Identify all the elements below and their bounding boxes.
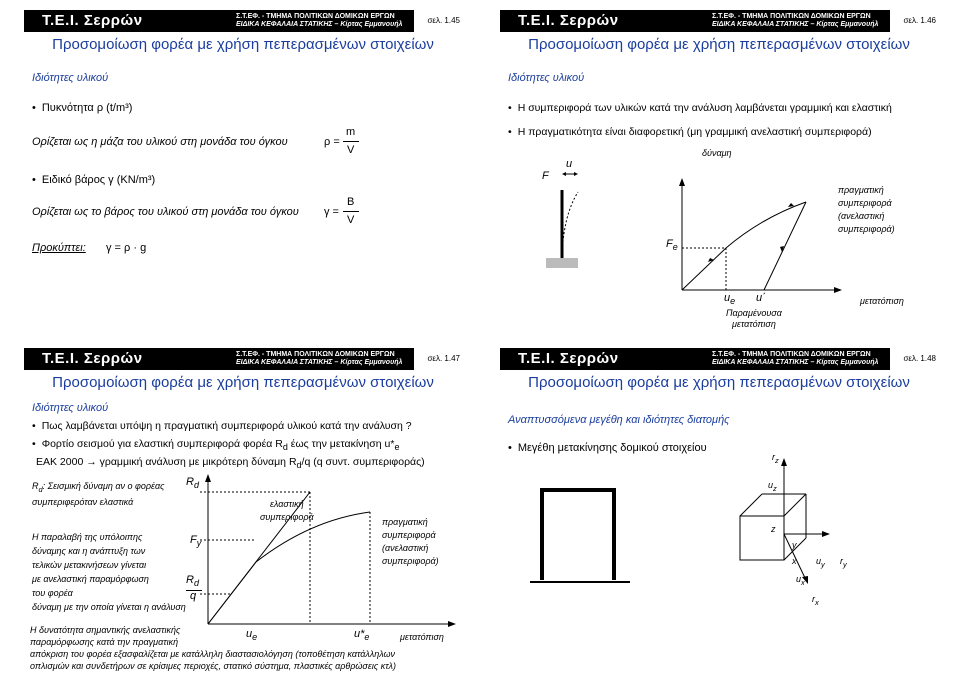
fraction-bar <box>343 211 359 212</box>
tei-logo: Τ.Ε.Ι. Σερρών <box>518 350 619 367</box>
page-number: σελ. 1.45 <box>414 10 462 32</box>
ry-label: $r_y$ <box>840 556 847 569</box>
slide-1-45 <box>10 6 476 338</box>
displacement-axis-label: μετατόπιση <box>860 296 904 306</box>
bullet-nonlinear: • Η πραγματικότητα είναι διαφορετική (μη γραμμική ανελαστική συμπεριφορά) <box>508 126 872 138</box>
unit-weight-num: B <box>347 196 355 208</box>
ue-label: $u_e$ <box>724 292 736 307</box>
fy-label: $F_y$ <box>190 534 202 549</box>
unit-weight-definition: Ορίζεται ως το βάρος του υλικού στη μονάδα του όγκου <box>32 206 299 218</box>
slide-title: Προσομοίωση φορέα με χρήση πεπερασμένων στοιχείων <box>528 36 910 53</box>
force-axis-label: δύναμη <box>702 148 732 158</box>
rz-label: $r_z$ <box>772 452 779 465</box>
slide-title: Προσομοίωση φορέα με χρήση πεπερασμένων στοιχείων <box>52 36 434 53</box>
eak-line: ΕΑΚ 2000 → γραμμική ανάλυση με μικρότερη δύναμη $R_d/q$ (q συντ. συμπεριφοράς) <box>36 456 425 471</box>
rd-over-q-label: $R_d$ <box>186 574 199 589</box>
rd-label: $R_d$ <box>186 476 199 491</box>
density-lhs: ρ = <box>324 136 340 148</box>
slide-1-46 <box>486 6 952 338</box>
bullet-seismic-load: • Φορτίο σεισμού για ελαστική συμπεριφορά φορέα $R_d$ έως την μετακίνηση $u*_e$ <box>32 438 399 452</box>
force-displacement-chart <box>486 6 952 338</box>
rx-label: $r_x$ <box>812 594 819 607</box>
page-number: σελ. 1.47 <box>414 348 462 370</box>
ue-label: $u_e$ <box>246 628 258 643</box>
slide-title: Προσομοίωση φορέα με χρήση πεπερασμένων στοιχείων <box>528 374 910 391</box>
slide-title: Προσομοίωση φορέα με χρήση πεπερασμένων στοιχείων <box>52 374 434 391</box>
force-label: F <box>542 170 549 182</box>
slide-header <box>24 10 462 32</box>
result-formula: γ = ρ · g <box>106 242 147 254</box>
bullet-density: • Πυκνότητα ρ (t/m³) <box>32 102 132 114</box>
closing-note: Η δυνατότητα σημαντικής ανελαστικής παραμόρφωσης κατά την πραγματική απόκριση του φορέα εξασφαλίζεται με κατάλληλη διαστασιολόγηση (τοποθέτηση κατάλληλων οπλισμών και συνδετήρων σε κρίσιμες περιοχές, στατικό σύστημα, πλαστικές αρθρώσεις κτλ) <box>30 625 396 671</box>
department: Σ.Τ.ΕΦ. - ΤΜΗΜΑ ΠΟΛΙΤΙΚΩΝ ΔΟΜΙΚΩΝ ΕΡΓΩΝ ΕΙΔΙΚΑ ΚΕΦΑΛΑΙΑ ΣΤΑΤΙΚΗΣ – Κίρτας Εμμανουήλ <box>712 351 879 366</box>
density-den: V <box>347 144 355 156</box>
y-axis-label: y <box>792 540 797 550</box>
tei-logo: Τ.Ε.Ι. Σερρών <box>42 12 143 29</box>
unit-weight-den: V <box>347 214 355 226</box>
fe-label: $F_e$ <box>666 238 678 253</box>
uz-label: $u_z$ <box>768 480 777 493</box>
page-number: σελ. 1.48 <box>890 348 938 370</box>
elastic-label: ελαστική συμπεριφορά <box>260 499 314 522</box>
residual-displacement-label: Παραμένουσα μετατόπιση <box>726 308 782 329</box>
department: Σ.Τ.ΕΦ. - ΤΜΗΜΑ ΠΟΛΙΤΙΚΩΝ ΔΟΜΙΚΩΝ ΕΡΓΩΝ ΕΙΔΙΚΑ ΚΕΦΑΛΑΙΑ ΣΤΑΤΙΚΗΣ – Κίρτας Εμμανουήλ <box>236 13 403 28</box>
slide-subtitle: Ιδιότητες υλικού <box>32 402 109 414</box>
ustar-label: $u*_e$ <box>354 628 370 643</box>
tei-logo: Τ.Ε.Ι. Σερρών <box>42 350 143 367</box>
slide-subtitle: Ιδιότητες υλικού <box>508 72 585 84</box>
bullet-linear: • Η συμπεριφορά των υλικών κατά την ανάλυση λαμβάνεται γραμμική και ελαστική <box>508 102 892 114</box>
z-axis-label: z <box>771 524 776 534</box>
q-label: q <box>190 590 197 602</box>
real-behavior-label: πραγματική συμπεριφορά (ανελαστική συμπεριφορά) <box>838 185 895 234</box>
unit-weight-lhs: γ = <box>324 206 339 218</box>
x-axis-label: x <box>792 556 797 566</box>
slide-subtitle: Ιδιότητες υλικού <box>32 72 109 84</box>
density-definition: Ορίζεται ως η μάζα του υλικού στη μονάδα του όγκου <box>32 136 288 148</box>
uy-label: $u_y$ <box>816 556 825 569</box>
page-number: σελ. 1.46 <box>890 10 938 32</box>
bullet-question: • Πως λαμβάνεται υπόψη η πραγματική συμπεριφορά υλικού κατά την ανάλυση ? <box>32 420 412 432</box>
result-label: Προκύπτει: <box>32 242 86 254</box>
department: Σ.Τ.ΕΦ. - ΤΜΗΜΑ ΠΟΛΙΤΙΚΩΝ ΔΟΜΙΚΩΝ ΕΡΓΩΝ ΕΙΔΙΚΑ ΚΕΦΑΛΑΙΑ ΣΤΑΤΙΚΗΣ – Κίρτας Εμμανουήλ <box>236 351 403 366</box>
fraction-bar <box>343 141 359 142</box>
bullet-displacements: • Μεγέθη μετακίνησης δομικού στοιχείου <box>508 442 707 454</box>
displacement-axis-label: μετατόπιση <box>400 632 444 642</box>
u-label: u <box>566 158 573 170</box>
ux-label: $u_x$ <box>796 574 805 587</box>
department: Σ.Τ.ΕΦ. - ΤΜΗΜΑ ΠΟΛΙΤΙΚΩΝ ΔΟΜΙΚΩΝ ΕΡΓΩΝ ΕΙΔΙΚΑ ΚΕΦΑΛΑΙΑ ΣΤΑΤΙΚΗΣ – Κίρτας Εμμανουήλ <box>712 13 879 28</box>
tei-logo: Τ.Ε.Ι. Σερρών <box>518 12 619 29</box>
density-num: m <box>346 126 356 138</box>
slide-1-47 <box>10 344 476 676</box>
rd-note: $R_d$: Σεισμική δύναμη αν ο φορέας συμπεριφερόταν ελαστικά <box>32 481 165 507</box>
bullet-unit-weight: • Ειδικό βάρος γ (KN/m³) <box>32 174 155 186</box>
u-prime-label: u΄ <box>756 292 766 304</box>
real-behavior-label: πραγματική συμπεριφορά (ανελαστική συμπεριφορά) <box>382 517 439 566</box>
element-cube-diagram <box>486 344 952 676</box>
inelastic-explanation: Η παραλαβή της υπόλοιπης δύναμης και η ανάπτυξη των τελικών μετακινήσεων γίνεται με ανελαστική παραμόρφωση του φορέα <box>32 532 149 598</box>
slide-subtitle: Αναπτυσσόμενα μεγέθη και ιδιότητες διατομής <box>508 414 730 426</box>
slide-1-48 <box>486 344 952 676</box>
analysis-force-text: δύναμη με την οποία γίνεται η ανάλυση <box>32 602 186 612</box>
